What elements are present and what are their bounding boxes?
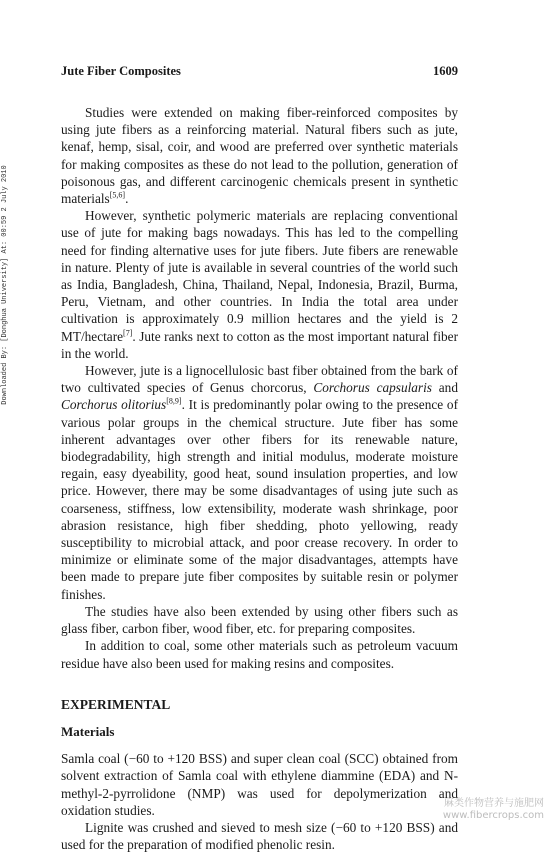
article-body [61,104,458,853]
paragraph-5: In addition to coal, some other materials such as petroleum vacuum residue have also been used for making resins and composites. [61,638,458,671]
paragraph-1: Studies were extended on making fiber-reinforced composites by using jute fibers as a reinforcing material. Natural fibers such as jute, kenaf, hemp, sisal, coir, and wood are preferred over synthetic materials for making composites as these do not lead to the pollution, generation of poisonous gas, and different carcinogenic chemicals present in synthetic materials[5,6]. [61,105,458,207]
running-header [61,64,458,79]
paragraph-3: However, jute is a lignocellulosic bast fiber obtained from the bark of two cultivated species of Genus chorcorus, Corchorus capsularis and Corchorus olitorius[8,9]. It is predominantly polar owing to the presence of various polar groups in the chemical structure. Jute fiber has some inherent advantages over other fibers for its renewable nature, biodegradability, high strength and initial modulus, moderate moisture regain, easy dyeability, good heat, sound insulation properties, and low price. However, there may be some disadvantages of using jute such as coarseness, stiffness, low extensibility, moderate wash shrinkage, poor abrasion resistance, high fiber shedding, photo yellowing, ready susceptibility to microbial attack, and poor crease recovery. In order to minimize or eliminate some of the major disadvantages, attempts have been made to prepare jute fiber composites by suitable resin or polymer finishes. [61,363,459,602]
paragraph-2: However, synthetic polymeric materials are replacing conventional use of jute for making bags nowadays. This has led to the compelling need for finding alternative uses for jute fibers. Jute fibers are renewable in nature. Plenty of jute is available in several countries of the world such as India, Bangladesh, China, Thailand, Nepal, Indonesia, Brazil, Burma, Peru, Vietnam, and other countries. In India the total area under cultivation is approximately 0.9 million hectares and the yield is 2 MT/hectare[7]. Jute ranks next to cotton as the most important natural fiber in the world. [61,208,458,361]
subsection-heading: Materials [61,723,115,739]
paragraph-6: Samla coal (−60 to +120 BSS) and super clean coal (SCC) obtained from solvent extraction of Samla coal with ethylene diammine (EDA) and N-methyl-2-pyrrolidone (NMP) was used for depolymerization and oxidation studies. [61,751,458,818]
section-heading: EXPERIMENTAL [61,696,171,712]
citation: [7] [123,328,133,338]
paragraph-4: The studies have also been extended by using other fibers such as glass fiber, carbon fiber, wood fiber, etc. for preparing composites. [61,603,458,637]
citation: [8,9] [166,397,182,407]
page-number: 1609 [433,64,458,78]
running-title: Jute Fiber Composites [61,64,181,78]
download-note: Downloaded By: [Donghua University] At: 00:59 2 July 2010 [1,165,9,405]
species-name: Corchorus capsularis [313,380,432,396]
citation: [5,6] [109,190,126,200]
species-name: Corchorus olitorius [61,397,167,413]
paragraph-7: Lignite was crushed and sieved to mesh size (−60 to +120 BSS) and used for the preparation of modified phenolic resin. [61,819,458,853]
site-watermark: 麻类作物营养与施肥网 www.fibercrops.com [442,798,544,821]
